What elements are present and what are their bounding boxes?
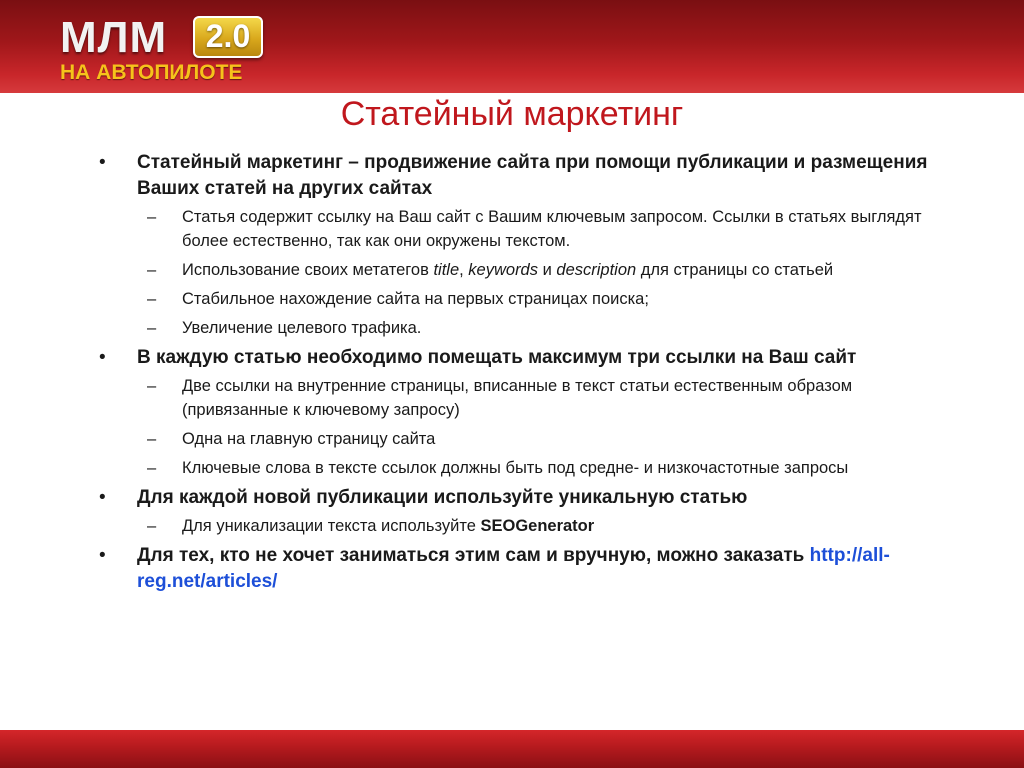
meta-tag-keywords: keywords [468, 261, 538, 279]
sub-bullet-text: Использование своих метатегов title, keywords и description для страницы со статьей [182, 261, 834, 279]
sub-bullet-text: Увеличение целевого трафика. [182, 319, 422, 337]
footer-bar [0, 730, 1024, 768]
sub-bullet-item [137, 316, 936, 340]
sub-bullet-item [137, 374, 936, 422]
sub-bullet-text: Статья содержит ссылку на Ваш сайт с Вашим ключевым запросом. Ссылки в статьях выглядят более естественно, так как они окружены текстом. [182, 208, 922, 250]
dash-icon: – [147, 377, 157, 395]
bullet-item [96, 150, 936, 340]
bullet-item [96, 485, 936, 538]
bullet-list [96, 150, 936, 595]
sub-bullet-text: Две ссылки на внутренние страницы, вписанные в текст статьи естественным образом (привязанные к ключевому запросу) [182, 377, 853, 419]
dash-icon: – [147, 430, 157, 448]
bullet-text: В каждую статью необходимо помещать максимум три ссылки на Ваш сайт [137, 347, 857, 368]
sub-bullet-text: Стабильное нахождение сайта на первых страницах поиска; [182, 290, 649, 308]
bullet-text: Статейный маркетинг – продвижение сайта при помощи публикации и размещения Ваших статей на других сайтах [137, 152, 928, 199]
meta-tag-title: title [433, 261, 460, 279]
bullet-icon: • [99, 152, 106, 173]
dash-icon: – [147, 459, 157, 477]
sub-bullet-list [137, 205, 936, 340]
logo-tagline: НА АВТОПИЛОТЕ [60, 61, 243, 84]
bullet-item [96, 345, 936, 480]
logo-brand: МЛМ [60, 13, 168, 62]
meta-tag-description: description [556, 261, 637, 279]
bullet-icon: • [99, 347, 106, 368]
sub-bullet-item [137, 456, 936, 480]
sub-bullet-text: Одна на главную страницу сайта [182, 430, 436, 448]
bullet-text: Для тех, кто не хочет заниматься этим сам и вручную, можно заказать http://all-reg.net/articles/ [137, 545, 890, 592]
dash-icon: – [147, 517, 157, 535]
sub-bullet-list [137, 374, 936, 480]
slide-title: Статейный маркетинг [340, 95, 684, 133]
sub-bullet-item [137, 427, 936, 451]
sub-bullet-item [137, 205, 936, 253]
dash-icon: – [147, 261, 157, 279]
sub-bullet-text: Ключевые слова в тексте ссылок должны быть под средне- и низкочастотные запросы [182, 459, 849, 477]
bullet-icon: • [99, 545, 106, 566]
bullet-item [96, 543, 936, 595]
dash-icon: – [147, 319, 157, 337]
seogenerator-name: SEOGenerator [480, 517, 595, 535]
sub-bullet-item [137, 258, 936, 282]
bullet-text: Для каждой новой публикации используйте уникальную статью [137, 487, 748, 508]
sub-bullet-text: Для уникализации текста используйте SEOGenerator [182, 517, 595, 535]
sub-bullet-list [137, 514, 936, 538]
logo [60, 14, 275, 86]
dash-icon: – [147, 290, 157, 308]
sub-bullet-item [137, 514, 936, 538]
articles-link[interactable]: http://all-reg.net/articles/ [137, 545, 890, 592]
sub-bullet-item [137, 287, 936, 311]
dash-icon: – [147, 208, 157, 226]
header-bar [0, 0, 1024, 93]
bullet-icon: • [99, 487, 106, 508]
slide-content [96, 150, 936, 600]
logo-version-badge: 2.0 [193, 16, 263, 58]
